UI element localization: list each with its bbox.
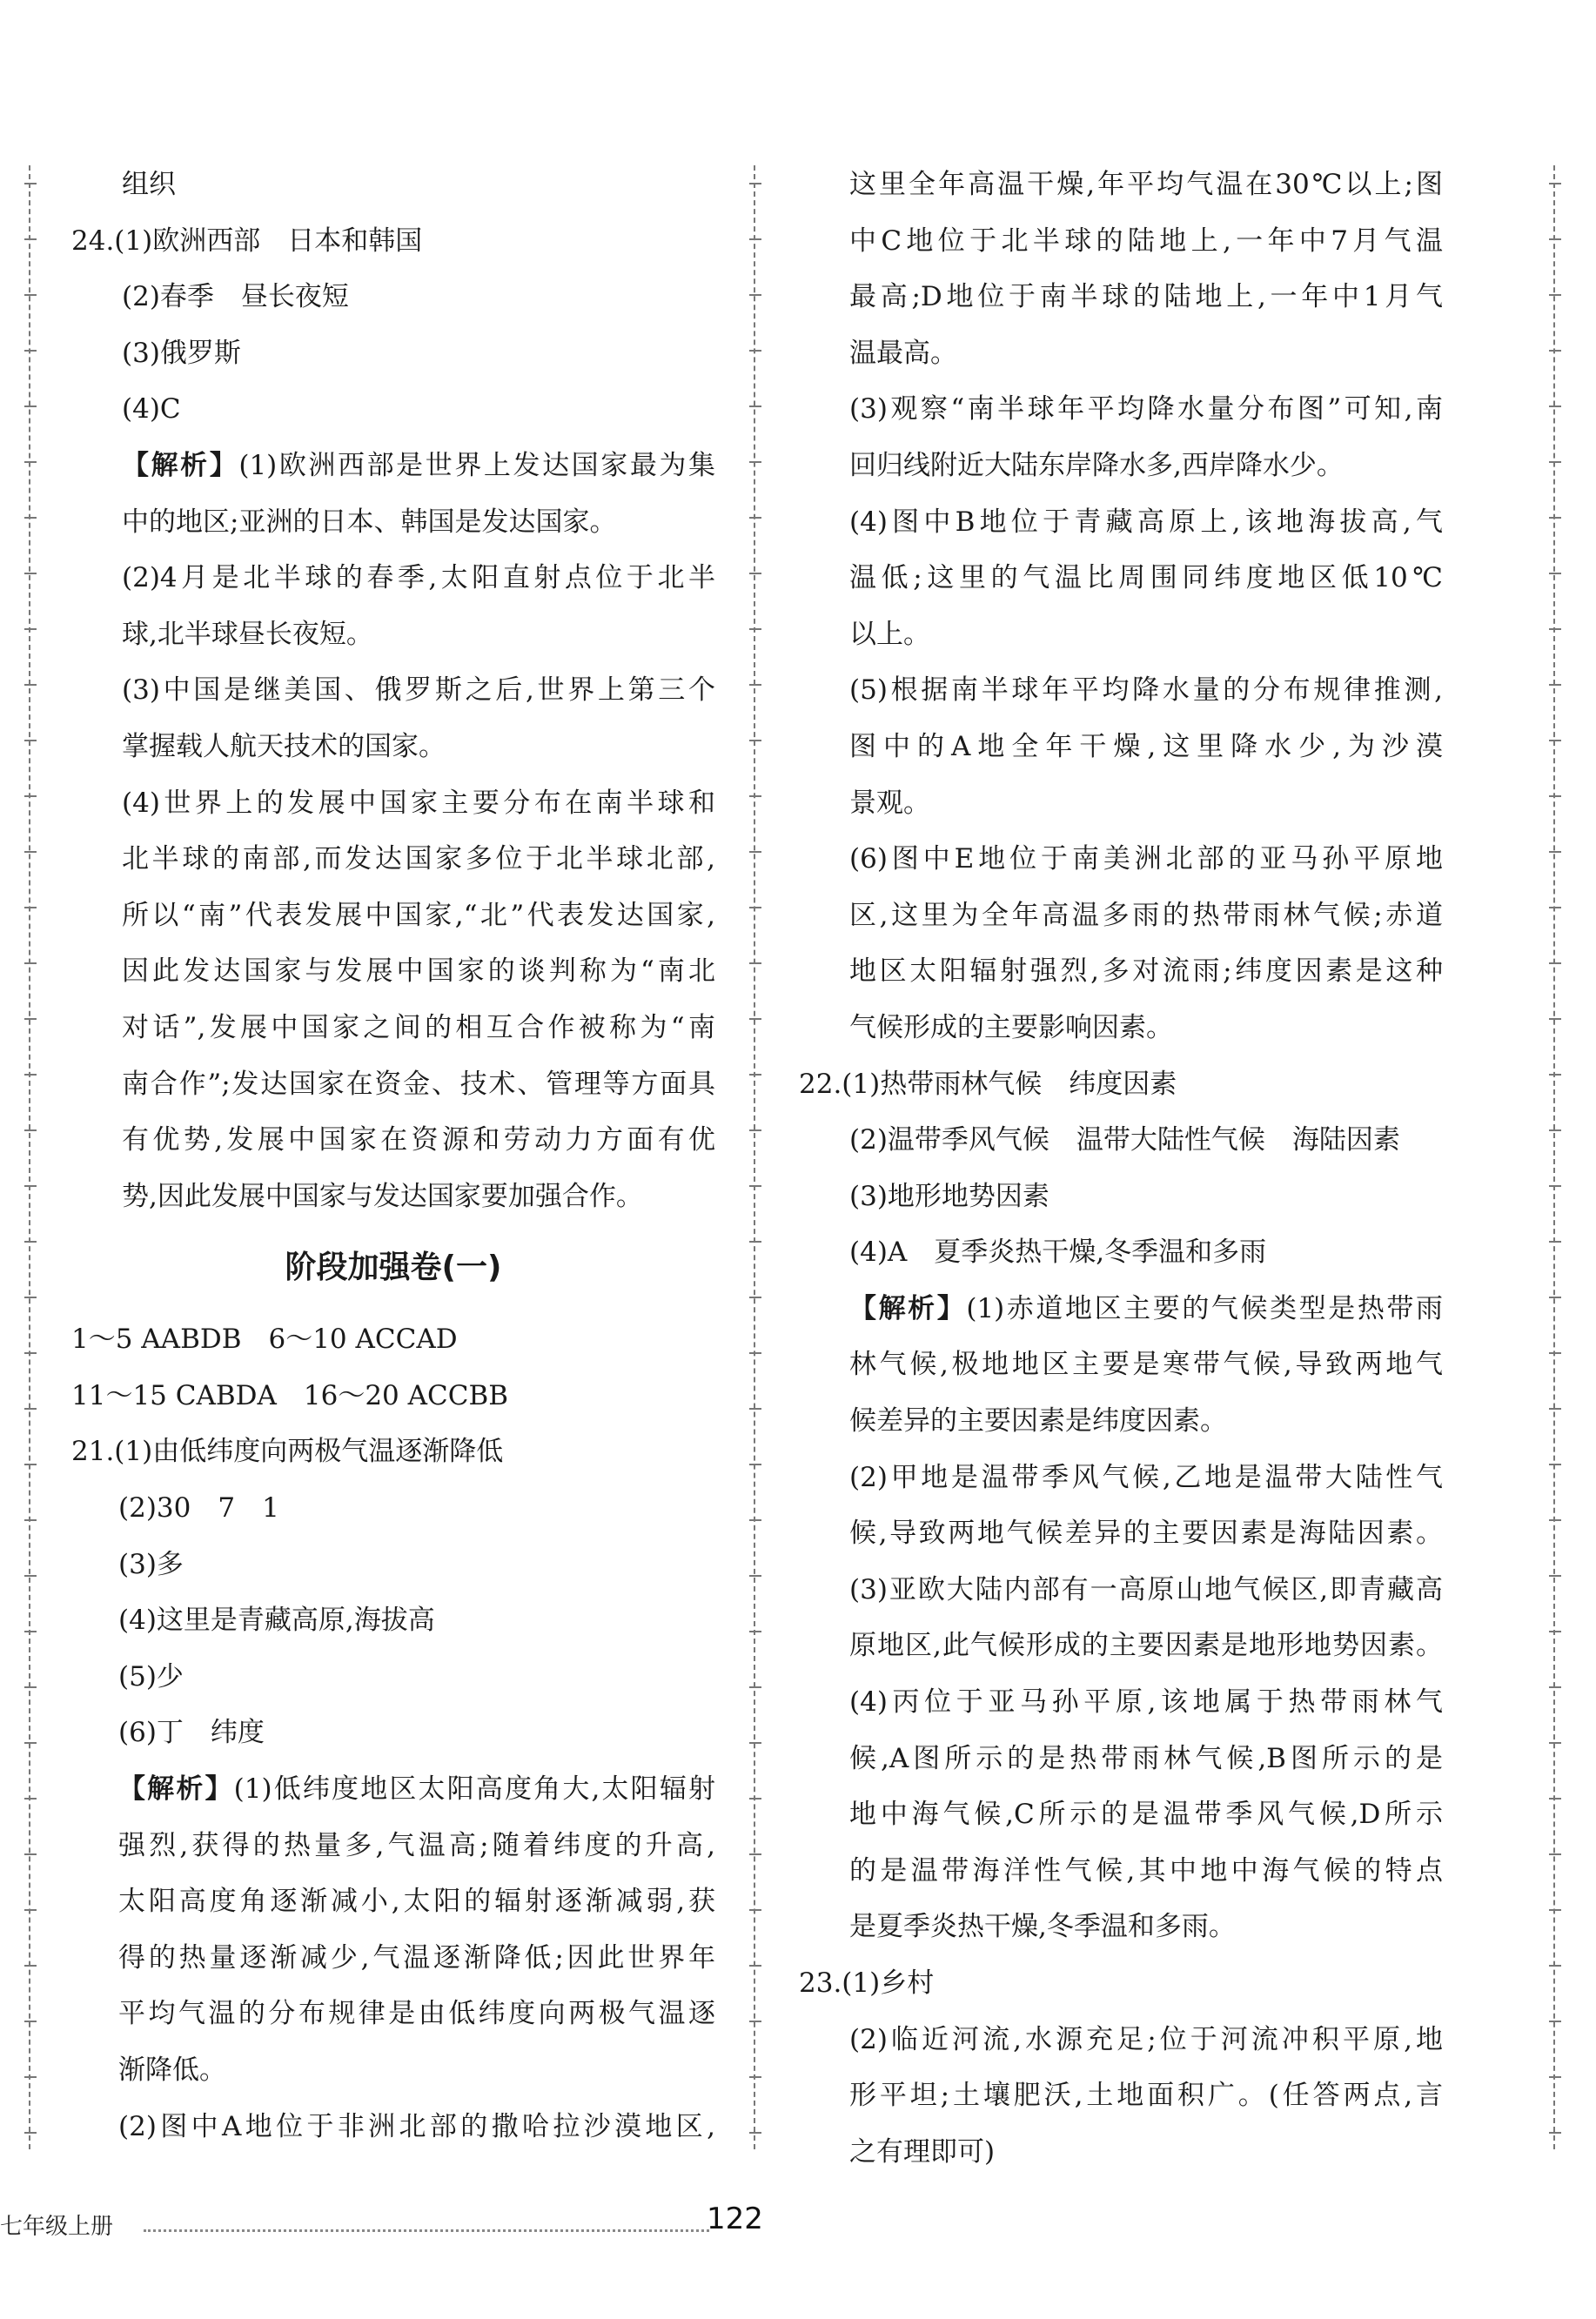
binding-tick xyxy=(24,294,37,296)
binding-tick xyxy=(24,350,37,352)
answer-line: (2)临近河流,水源充足;位于河流冲积平原,地 xyxy=(849,2023,1443,2055)
analysis-line: 【解析】(1)赤道地区主要的气候类型是热带雨 xyxy=(849,1292,1443,1324)
binding-tick xyxy=(24,1965,37,1967)
answer-line: 23.(1)乡村 xyxy=(799,1967,935,1999)
binding-tick xyxy=(749,238,761,240)
binding-tick xyxy=(1549,795,1561,797)
binding-tick xyxy=(1549,294,1561,296)
footer-label: 七年级上册 xyxy=(0,2214,114,2240)
answer-line: 21.(1)由低纬度向两极气温逐渐降低 xyxy=(71,1436,504,1468)
analysis-line: 最高;D地位于南半球的陆地上,一年中1月气 xyxy=(849,281,1443,313)
binding-tick xyxy=(749,1241,761,1243)
binding-tick xyxy=(749,1464,761,1465)
binding-tick xyxy=(1549,1185,1561,1187)
binding-tick xyxy=(749,1853,761,1855)
binding-line-middle xyxy=(754,165,755,2149)
right-column xyxy=(799,157,1443,2180)
binding-tick xyxy=(24,1631,37,1632)
binding-tick xyxy=(24,1352,37,1354)
binding-tick xyxy=(1549,1519,1561,1521)
analysis-line: 图中的A地全年干燥,这里降水少,为沙漠 xyxy=(849,730,1443,762)
binding-tick xyxy=(749,2132,761,2134)
binding-tick xyxy=(749,1408,761,1410)
binding-tick xyxy=(749,1352,761,1354)
answer-line: 之有理即可) xyxy=(849,2135,996,2168)
binding-tick xyxy=(24,2132,37,2134)
analysis-line: 候差异的主要因素是纬度因素。 xyxy=(849,1405,1227,1438)
binding-tick xyxy=(1549,183,1561,184)
analysis-line: (5)根据南半球年平均降水量的分布规律推测, xyxy=(849,674,1443,707)
binding-tick xyxy=(1549,1241,1561,1243)
analysis-line: (4)图中B地位于青藏高原上,该地海拔高,气 xyxy=(849,506,1443,538)
binding-tick xyxy=(749,1965,761,1967)
binding-tick xyxy=(24,1185,37,1187)
binding-tick xyxy=(749,851,761,853)
binding-tick xyxy=(24,795,37,797)
binding-tick xyxy=(749,461,761,463)
binding-tick xyxy=(1549,2132,1561,2134)
analysis-line: 渐降低。 xyxy=(118,2054,226,2086)
analysis-line: 区,这里为全年高温多雨的热带雨林气候;赤道 xyxy=(849,899,1443,931)
binding-tick xyxy=(24,1909,37,1911)
binding-tick xyxy=(24,628,37,630)
analysis-line: 温低;这里的气温比周围同纬度地区低10℃ xyxy=(849,562,1443,594)
analysis-line: 南合作”;发达国家在资金、技术、管理等方面具 xyxy=(122,1068,715,1100)
binding-tick xyxy=(749,1018,761,1020)
analysis-line: 这里全年高温干燥,年平均气温在30℃以上;图 xyxy=(849,169,1443,200)
binding-tick xyxy=(24,183,37,184)
answer-line: (4)C xyxy=(122,393,181,426)
binding-tick xyxy=(24,517,37,519)
binding-tick xyxy=(24,2021,37,2022)
binding-tick xyxy=(1549,684,1561,686)
binding-tick xyxy=(1549,1965,1561,1967)
binding-tick xyxy=(749,2021,761,2022)
binding-tick xyxy=(24,1408,37,1410)
binding-tick xyxy=(749,1519,761,1521)
binding-tick xyxy=(1549,350,1561,352)
analysis-line: 【解析】(1)欧洲西部是世界上发达国家最为集 xyxy=(122,449,715,481)
analysis-line: 地中海气候,C所示的是温带季风气候,D所示 xyxy=(849,1799,1443,1831)
analysis-line: (3)观察“南半球年平均降水量分布图”可知,南 xyxy=(849,393,1443,426)
binding-tick xyxy=(749,1185,761,1187)
answer-line: (5)少 xyxy=(118,1660,184,1692)
binding-tick xyxy=(1549,628,1561,630)
analysis-line: 中C地位于北半球的陆地上,一年中7月气温 xyxy=(849,225,1443,257)
analysis-line: 掌握载人航天技术的国家。 xyxy=(122,730,446,762)
left-column xyxy=(71,157,715,2155)
binding-tick xyxy=(24,573,37,574)
text-line: 组织 xyxy=(122,169,176,200)
analysis-line: (2)4月是北半球的春季,太阳直射点位于北半 xyxy=(122,562,715,594)
binding-tick xyxy=(749,1074,761,1076)
analysis-tag: 【解析】 xyxy=(122,449,239,481)
binding-tick xyxy=(749,1297,761,1298)
binding-tick xyxy=(1549,1853,1561,1855)
binding-tick xyxy=(1549,238,1561,240)
binding-tick xyxy=(24,238,37,240)
analysis-line: (3)亚欧大陆内部有一高原山地气候区,即青藏高 xyxy=(849,1573,1443,1605)
binding-tick xyxy=(24,851,37,853)
binding-tick xyxy=(749,1686,761,1688)
analysis-line: 地区太阳辐射强烈,多对流雨;纬度因素是这种 xyxy=(849,955,1443,988)
binding-tick xyxy=(24,1129,37,1131)
analysis-line: 林气候,极地地区主要是寒带气候,导致两地气 xyxy=(849,1349,1443,1381)
binding-tick xyxy=(1549,1352,1561,1354)
binding-tick xyxy=(1549,1631,1561,1632)
analysis-line: 球,北半球昼长夜短。 xyxy=(122,618,373,650)
binding-tick xyxy=(1549,2021,1561,2022)
analysis-line: 中的地区;亚洲的日本、韩国是发达国家。 xyxy=(122,506,617,538)
section-title: 阶段加强卷(一) xyxy=(285,1250,502,1286)
binding-line-right xyxy=(1553,165,1555,2149)
binding-tick xyxy=(24,1464,37,1465)
binding-tick xyxy=(24,740,37,741)
answer-line: (2)温带季风气候 温带大陆性气候 海陆因素 xyxy=(849,1124,1400,1156)
binding-tick xyxy=(1549,1575,1561,1577)
binding-tick xyxy=(749,1575,761,1577)
binding-tick xyxy=(1549,517,1561,519)
binding-tick xyxy=(1549,907,1561,908)
binding-tick xyxy=(1549,1909,1561,1911)
binding-tick xyxy=(24,405,37,407)
binding-tick xyxy=(24,1686,37,1688)
binding-tick xyxy=(1549,1686,1561,1688)
binding-tick xyxy=(749,350,761,352)
binding-tick xyxy=(749,1909,761,1911)
answer-line: (4)A 夏季炎热干燥,冬季温和多雨 xyxy=(849,1237,1267,1269)
analysis-line: (2)图中A地位于非洲北部的撒哈拉沙漠地区, xyxy=(118,2110,715,2142)
binding-tick xyxy=(24,962,37,964)
analysis-line: 原地区,此气候形成的主要因素是地形地势因素。 xyxy=(849,1630,1443,1662)
binding-tick xyxy=(749,795,761,797)
binding-tick xyxy=(749,1129,761,1131)
binding-tick xyxy=(749,517,761,519)
analysis-line: (6)图中E地位于南美洲北部的亚马孙平原地 xyxy=(849,843,1443,875)
analysis-line: 气候形成的主要影响因素。 xyxy=(849,1011,1173,1043)
page-footer xyxy=(0,2202,1596,2254)
binding-tick xyxy=(1549,962,1561,964)
analysis-line: 因此发达国家与发展中国家的谈判称为“南北 xyxy=(122,955,715,988)
binding-tick xyxy=(749,294,761,296)
binding-line-left xyxy=(29,165,30,2149)
binding-tick xyxy=(749,573,761,574)
binding-tick xyxy=(1549,1742,1561,1744)
binding-tick xyxy=(24,1742,37,1744)
binding-tick xyxy=(749,907,761,908)
analysis-line: 强烈,获得的热量多,气温高;随着纬度的升高, xyxy=(118,1829,715,1861)
binding-tick xyxy=(1549,1408,1561,1410)
binding-tick xyxy=(24,1798,37,1800)
binding-tick xyxy=(1549,1129,1561,1131)
binding-tick xyxy=(749,628,761,630)
binding-tick xyxy=(24,1018,37,1020)
binding-tick xyxy=(24,907,37,908)
answer-line: (3)俄罗斯 xyxy=(122,337,241,369)
answer-line: 形平坦;土壤肥沃,土地面积广。(任答两点,言 xyxy=(849,2080,1443,2112)
binding-tick xyxy=(749,183,761,184)
answer-line: (3)多 xyxy=(118,1548,184,1580)
analysis-line: 候,导致两地气候差异的主要因素是海陆因素。 xyxy=(849,1518,1443,1550)
binding-tick xyxy=(1549,573,1561,574)
footer-dotted-rule xyxy=(144,2229,709,2232)
answer-line: 22.(1)热带雨林气候 纬度因素 xyxy=(799,1068,1177,1100)
binding-tick xyxy=(1549,1464,1561,1465)
binding-tick xyxy=(1549,851,1561,853)
binding-tick xyxy=(1549,405,1561,407)
analysis-line: 所以“南”代表发展中国家,“北”代表发达国家, xyxy=(122,899,715,931)
analysis-line: 的是温带海洋性气候,其中地中海气候的特点 xyxy=(849,1854,1443,1887)
analysis-line: 有优势,发展中国家在资源和劳动力方面有优 xyxy=(122,1124,715,1156)
choice-answers-line: 1～5 AABDB 6～10 ACCAD xyxy=(71,1324,458,1356)
binding-tick xyxy=(1549,740,1561,741)
binding-tick xyxy=(1549,1074,1561,1076)
analysis-line: (4)丙位于亚马孙平原,该地属于热带雨林气 xyxy=(849,1686,1443,1719)
binding-tick xyxy=(749,405,761,407)
analysis-line: 景观。 xyxy=(849,787,930,819)
answer-line: 24.(1)欧洲西部 日本和韩国 xyxy=(71,225,423,257)
analysis-line: 势,因此发展中国家与发达国家要加强合作。 xyxy=(122,1180,643,1212)
analysis-line: 温最高。 xyxy=(849,337,957,369)
answer-line: (6)丁 纬度 xyxy=(118,1717,265,1749)
analysis-line: 【解析】(1)低纬度地区太阳高度角大,太阳辐射 xyxy=(118,1773,716,1806)
analysis-tag: 【解析】 xyxy=(849,1292,967,1324)
analysis-tag: 【解析】 xyxy=(118,1773,234,1806)
analysis-line: 回归线附近大陆东岸降水多,西岸降水少。 xyxy=(849,449,1344,481)
answer-line: (2)春季 昼长夜短 xyxy=(122,281,349,313)
answer-line: (3)地形地势因素 xyxy=(849,1180,1049,1212)
binding-tick xyxy=(24,461,37,463)
binding-tick xyxy=(24,1519,37,1521)
analysis-line: (4)世界上的发展中国家主要分布在南半球和 xyxy=(122,787,715,819)
analysis-line: 平均气温的分布规律是由低纬度向两极气温逐 xyxy=(118,1998,715,2030)
analysis-line: 得的热量逐渐减少,气温逐渐降低;因此世界年 xyxy=(118,1941,715,1974)
binding-tick xyxy=(749,1798,761,1800)
binding-tick xyxy=(24,1074,37,1076)
analysis-line: 候,A图所示的是热带雨林气候,B图所示的是 xyxy=(849,1742,1443,1774)
analysis-line: 北半球的南部,而发达国家多位于北半球北部, xyxy=(122,843,715,875)
binding-tick xyxy=(749,740,761,741)
binding-tick xyxy=(749,2076,761,2078)
binding-tick xyxy=(749,1631,761,1632)
binding-tick xyxy=(24,2076,37,2078)
binding-tick xyxy=(749,1742,761,1744)
analysis-line: 太阳高度角逐渐减小,太阳的辐射逐渐减弱,获 xyxy=(118,1886,715,1918)
binding-tick xyxy=(1549,1297,1561,1298)
answer-line: (4)这里是青藏高原,海拔高 xyxy=(118,1605,435,1637)
binding-tick xyxy=(24,1853,37,1855)
analysis-line: 是夏季炎热干燥,冬季温和多雨。 xyxy=(849,1911,1236,1943)
binding-tick xyxy=(24,684,37,686)
binding-tick xyxy=(24,1575,37,1577)
binding-tick xyxy=(1549,1018,1561,1020)
choice-answers-line: 11～15 CABDA 16～20 ACCBB xyxy=(71,1379,509,1411)
binding-tick xyxy=(24,1241,37,1243)
analysis-line: 对话”,发展中国家之间的相互合作被称为“南 xyxy=(122,1011,715,1043)
binding-tick xyxy=(749,684,761,686)
binding-tick xyxy=(1549,1798,1561,1800)
answer-line: (2)30 7 1 xyxy=(118,1492,279,1525)
binding-tick xyxy=(1549,2076,1561,2078)
binding-tick xyxy=(24,1297,37,1298)
page-number: 122 xyxy=(707,2202,763,2236)
analysis-line: 以上。 xyxy=(849,618,930,650)
analysis-line: (2)甲地是温带季风气候,乙地是温带大陆性气 xyxy=(849,1461,1443,1493)
binding-tick xyxy=(1549,461,1561,463)
analysis-line: (3)中国是继美国、俄罗斯之后,世界上第三个 xyxy=(122,674,715,707)
binding-tick xyxy=(749,962,761,964)
